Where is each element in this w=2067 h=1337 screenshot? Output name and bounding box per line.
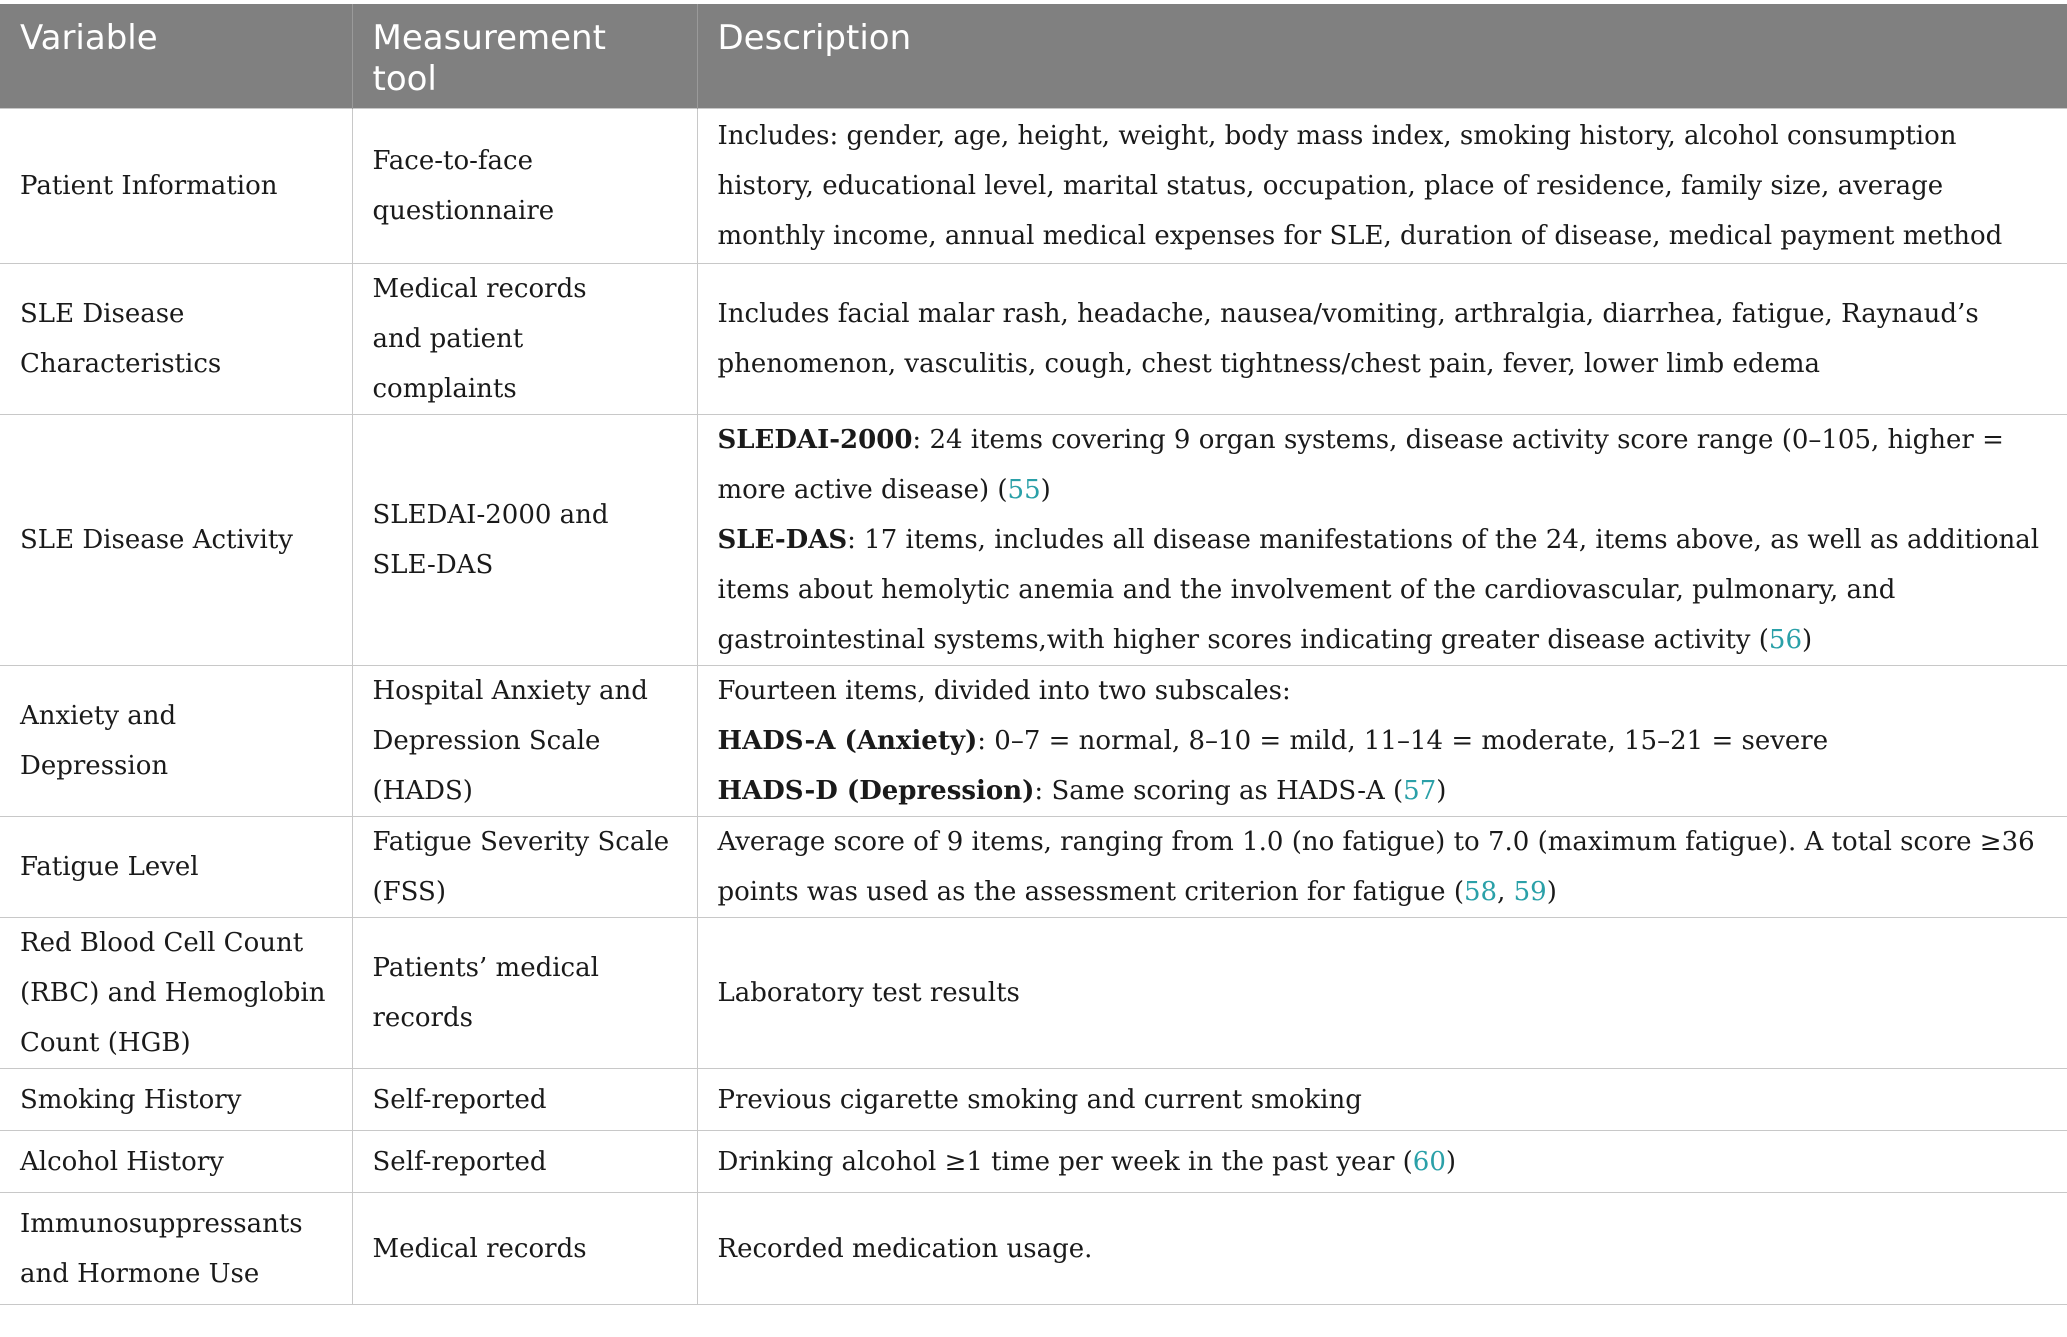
reference-link[interactable]: 59 xyxy=(1513,877,1547,907)
cell-tool: SLEDAI-2000 and SLE-DAS xyxy=(352,415,697,666)
sle-das-label: SLE-DAS xyxy=(717,525,848,555)
table-row xyxy=(0,415,2067,666)
header-variable: Variable xyxy=(0,4,352,109)
cell-description: Includes: gender, age, height, weight, body mass index, smoking history, alcohol consumption history, educational level, marital status, occupation, place of residence, family size, average monthly income, annual medical expenses for SLE, duration of disease, medical payment method xyxy=(697,109,2067,264)
table-row xyxy=(0,1193,2067,1305)
sledai-description xyxy=(718,415,2048,515)
cell-tool: Medical records xyxy=(352,1193,697,1305)
cell-tool: Patients’ medical records xyxy=(352,918,697,1069)
cell-tool: Hospital Anxiety and Depression Scale (HADS) xyxy=(352,666,697,817)
header-description: Description xyxy=(697,4,2067,109)
cell-description xyxy=(697,666,2067,817)
cell-variable: Anxiety and Depression xyxy=(0,666,352,817)
hads-a-text: : 0–7 = normal, 8–10 = mild, 11–14 = moderate, 15–21 = severe xyxy=(977,726,1829,756)
reference-link[interactable]: 58 xyxy=(1463,877,1498,907)
cell-description xyxy=(697,1131,2067,1193)
cell-tool: Fatigue Severity Scale (FSS) xyxy=(352,817,697,918)
hads-a-description xyxy=(718,716,2048,766)
cell-variable: Fatigue Level xyxy=(0,817,352,918)
sledai-text: : 24 items covering 9 organ systems, disease activity score range (0–105, higher = more active disease) ( xyxy=(717,425,2004,505)
table-header xyxy=(0,4,2067,109)
cell-description xyxy=(697,817,2067,918)
header-row xyxy=(0,4,2067,109)
hads-d-text: : Same scoring as HADS-A ( xyxy=(1034,776,1404,806)
cell-description xyxy=(697,415,2067,666)
cell-description: Previous cigarette smoking and current smoking xyxy=(697,1069,2067,1131)
reference-link[interactable]: 57 xyxy=(1403,776,1437,806)
table-row xyxy=(0,1069,2067,1131)
table-row xyxy=(0,918,2067,1069)
paren-close: ) xyxy=(1040,475,1051,505)
cell-tool: Self-reported xyxy=(352,1069,697,1131)
hads-d-label: HADS-D (Depression) xyxy=(717,776,1035,806)
table-row xyxy=(0,666,2067,817)
cell-variable: Patient Information xyxy=(0,109,352,264)
table-row xyxy=(0,264,2067,415)
alcohol-text: Drinking alcohol ≥1 time per week in the past year ( xyxy=(717,1146,1413,1177)
cell-tool: Self-reported xyxy=(352,1131,697,1193)
table-row xyxy=(0,109,2067,264)
table-body xyxy=(0,109,2067,1305)
cell-description: Recorded medication usage. xyxy=(697,1193,2067,1305)
cell-tool: Medical records and patient complaints xyxy=(352,264,697,415)
cell-variable: Smoking History xyxy=(0,1069,352,1131)
cell-variable: SLE Disease Activity xyxy=(0,415,352,666)
paren-close: ) xyxy=(1802,625,1813,655)
hads-a-label: HADS-A (Anxiety) xyxy=(717,726,978,756)
table-row xyxy=(0,1131,2067,1193)
reference-link[interactable]: 60 xyxy=(1412,1146,1446,1177)
paren-close: ) xyxy=(1436,776,1447,806)
reference-link[interactable]: 56 xyxy=(1768,625,1802,655)
cell-variable: Alcohol History xyxy=(0,1131,352,1193)
cell-variable: Immunosuppressants and Hormone Use xyxy=(0,1193,352,1305)
fatigue-text: Average score of 9 items, ranging from 1.0 (no fatigue) to 7.0 (maximum fatigue). A total score ≥36 points was used as the assessment criterion for fatigue ( xyxy=(717,827,2035,907)
variables-table xyxy=(0,4,2067,1305)
reference-link[interactable]: 55 xyxy=(1007,475,1041,505)
hads-d-description xyxy=(718,766,2048,816)
sle-das-description xyxy=(718,515,2048,665)
cell-tool: Face-to-face questionnaire xyxy=(352,109,697,264)
table-row xyxy=(0,817,2067,918)
sledai-label: SLEDAI-2000 xyxy=(717,425,913,455)
header-measurement-tool: Measurement tool xyxy=(352,4,697,109)
cell-variable: SLE Disease Characteristics xyxy=(0,264,352,415)
paren-close: ) xyxy=(1546,877,1557,907)
cell-variable: Red Blood Cell Count (RBC) and Hemoglobin Count (HGB) xyxy=(0,918,352,1069)
cell-description: Includes facial malar rash, headache, nausea/vomiting, arthralgia, diarrhea, fatigue, Raynaud’s phenomenon, vasculitis, cough, chest tightness/chest pain, fever, lower limb edema xyxy=(697,264,2067,415)
hads-intro: Fourteen items, divided into two subscales: xyxy=(717,676,1291,706)
cell-description: Laboratory test results xyxy=(697,918,2067,1069)
ref-separator: , xyxy=(1497,877,1514,907)
sle-das-text: : 17 items, includes all disease manifestations of the 24, items above, as well as additional items about hemolytic anemia and the involvement of the cardiovascular, pulmonary, and gastrointestinal systems,with higher scores indicating greater disease activity ( xyxy=(717,525,2040,655)
paren-close: ) xyxy=(1445,1146,1457,1177)
